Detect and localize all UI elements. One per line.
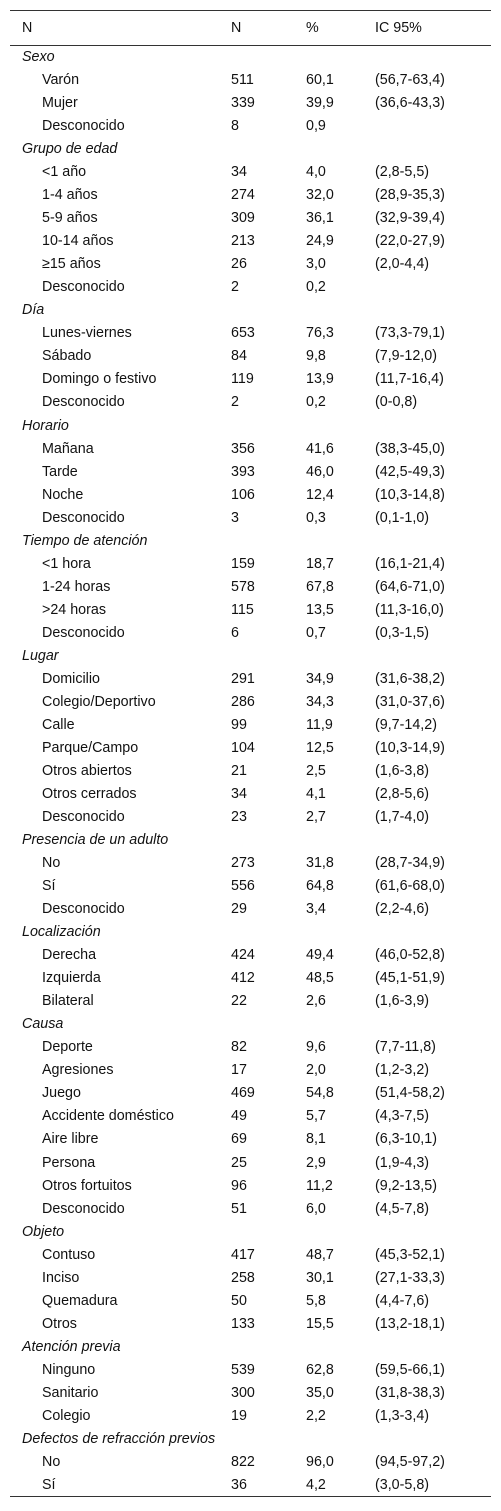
cell-ci: (28,9-35,3) (375, 187, 445, 204)
cell-ci: (0,3-1,5) (375, 624, 430, 641)
table-row (10, 92, 491, 115)
table-row (10, 1266, 491, 1289)
table-row (10, 437, 491, 460)
table-row (10, 1128, 491, 1151)
data-table (10, 10, 491, 1497)
cell-category: 10-14 años (42, 233, 114, 250)
cell-ci: (10,3-14,8) (375, 486, 445, 503)
section-row (10, 1220, 491, 1243)
cell-category: Mujer (42, 95, 78, 112)
cell-category: Mañana (42, 440, 94, 457)
cell-count: 34 (231, 786, 247, 803)
table-row (10, 161, 491, 184)
table-row (10, 1151, 491, 1174)
cell-percent: 0,2 (306, 279, 326, 296)
table-row (10, 368, 491, 391)
cell-percent: 0,2 (306, 394, 326, 411)
cell-ci: (1,9-4,3) (375, 1154, 430, 1171)
table-row (10, 759, 491, 782)
cell-count: 50 (231, 1292, 247, 1309)
table-row (10, 276, 491, 299)
cell-percent: 34,3 (306, 693, 334, 710)
cell-percent: 18,7 (306, 555, 334, 572)
cell-category: Quemadura (42, 1292, 118, 1309)
cell-ci: (22,0-27,9) (375, 233, 445, 250)
cell-category: Otros abiertos (42, 762, 132, 779)
cell-ci: (2,0-4,4) (375, 256, 430, 273)
cell-category: Domicilio (42, 670, 100, 687)
table-row (10, 506, 491, 529)
table-row (10, 990, 491, 1013)
cell-category: No (42, 1453, 61, 1470)
section-row (10, 414, 491, 437)
cell-ci (363, 276, 491, 299)
section-row (10, 1335, 491, 1358)
cell-category: Bilateral (42, 993, 94, 1010)
cell-ci: (1,6-3,8) (375, 762, 430, 779)
cell-ci: (36,6-43,3) (375, 95, 445, 112)
cell-count: 69 (231, 1131, 247, 1148)
cell-count: 29 (231, 901, 247, 918)
table-row (10, 1473, 491, 1496)
cell-category: Sanitario (42, 1384, 99, 1401)
table-row (10, 783, 491, 806)
cell-ci: (9,2-13,5) (375, 1177, 437, 1194)
cell-percent: 0,3 (306, 509, 326, 526)
cell-percent: 11,2 (306, 1177, 333, 1194)
cell-percent: 30,1 (306, 1269, 334, 1286)
cell-ci: (31,6-38,2) (375, 670, 445, 687)
cell-count: 6 (231, 624, 239, 641)
cell-count: 82 (231, 1039, 247, 1056)
cell-percent: 12,5 (306, 739, 334, 756)
cell-percent: 9,6 (306, 1039, 326, 1056)
cell-count: 17 (231, 1062, 247, 1079)
table-row (10, 806, 491, 829)
cell-count: 36 (219, 1473, 294, 1496)
table-row (10, 713, 491, 736)
cell-category: Juego (42, 1085, 81, 1102)
cell-count: 539 (231, 1361, 255, 1378)
table-row (10, 1358, 491, 1381)
table-row (10, 115, 491, 138)
cell-percent: 2,0 (306, 1062, 326, 1079)
cell-category: Sí (42, 878, 56, 895)
table-row (10, 345, 491, 368)
cell-percent: 2,2 (306, 1407, 326, 1424)
cell-category: Calle (42, 716, 75, 733)
table-body (10, 46, 491, 1497)
cell-category: 5-9 años (42, 210, 98, 227)
table-row (10, 207, 491, 230)
section-row (10, 829, 491, 852)
cell-category: Desconocido (42, 509, 125, 526)
cell-category: <1 año (42, 164, 87, 181)
cell-category: No (42, 855, 61, 872)
cell-count: 99 (231, 716, 247, 733)
cell-ci: (16,1-21,4) (375, 555, 445, 572)
cell-percent: 49,4 (306, 947, 334, 964)
cell-percent: 2,5 (306, 762, 326, 779)
section-title: Día (22, 302, 45, 319)
table-row (10, 322, 491, 345)
table-row (10, 483, 491, 506)
section-title: Tiempo de atención (22, 532, 148, 549)
cell-percent: 2,9 (306, 1154, 326, 1171)
cell-count: 356 (231, 440, 255, 457)
cell-category: Contuso (42, 1246, 96, 1263)
cell-percent: 13,9 (306, 371, 334, 388)
cell-category: ≥15 años (42, 256, 101, 273)
table-row (10, 1381, 491, 1404)
table-row (10, 184, 491, 207)
cell-count: 19 (231, 1407, 247, 1424)
table-row (10, 736, 491, 759)
cell-percent: 11,9 (306, 716, 333, 733)
cell-count: 274 (231, 187, 255, 204)
cell-count: 469 (231, 1085, 255, 1102)
cell-ci: (51,4-58,2) (375, 1085, 445, 1102)
table-row (10, 667, 491, 690)
cell-percent: 4,1 (306, 786, 326, 803)
cell-percent: 36,1 (306, 210, 334, 227)
cell-ci: (13,2-18,1) (375, 1315, 445, 1332)
cell-count: 96 (231, 1177, 247, 1194)
cell-percent: 54,8 (306, 1085, 334, 1102)
cell-percent: 46,0 (306, 463, 334, 480)
cell-count: 273 (231, 855, 255, 872)
table-row (10, 1312, 491, 1335)
cell-category: Agresiones (42, 1062, 114, 1079)
cell-count: 511 (231, 72, 254, 89)
cell-percent: 8,1 (306, 1131, 326, 1148)
cell-category: Deporte (42, 1039, 93, 1056)
cell-count: 412 (231, 970, 255, 987)
cell-count: 578 (231, 578, 255, 595)
cell-count: 49 (231, 1108, 247, 1125)
table-row (10, 1082, 491, 1105)
header-ci: IC 95% (363, 11, 491, 46)
section-title: Sexo (22, 49, 55, 66)
table-row (10, 1243, 491, 1266)
cell-count: 653 (231, 325, 255, 342)
table-row (10, 552, 491, 575)
cell-percent: 60,1 (306, 72, 334, 89)
cell-percent: 34,9 (306, 670, 334, 687)
cell-ci: (7,7-11,8) (375, 1039, 436, 1056)
cell-ci: (11,7-16,4) (375, 371, 444, 388)
cell-percent: 64,8 (306, 878, 334, 895)
table-row (10, 875, 491, 898)
cell-category: Derecha (42, 947, 97, 964)
cell-percent: 13,5 (306, 601, 334, 618)
cell-ci: (46,0-52,8) (375, 947, 445, 964)
cell-ci: (32,9-39,4) (375, 210, 445, 227)
cell-percent: 48,7 (306, 1246, 334, 1263)
cell-ci: (45,3-52,1) (375, 1246, 445, 1263)
table-row (10, 898, 491, 921)
header-row (10, 11, 491, 46)
table-row (10, 575, 491, 598)
cell-ci: (73,3-79,1) (375, 325, 445, 342)
cell-count: 2 (231, 394, 239, 411)
cell-ci: (1,6-3,9) (375, 993, 430, 1010)
section-row (10, 529, 491, 552)
cell-percent: 5,8 (306, 1292, 326, 1309)
table-row (10, 460, 491, 483)
cell-ci: (28,7-34,9) (375, 855, 445, 872)
cell-count: 34 (231, 164, 247, 181)
cell-percent: 48,5 (306, 970, 334, 987)
cell-count: 291 (231, 670, 255, 687)
cell-percent: 4,0 (306, 164, 326, 181)
cell-percent: 3,0 (306, 256, 326, 273)
cell-percent: 96,0 (306, 1453, 334, 1470)
cell-ci: (31,8-38,3) (375, 1384, 445, 1401)
cell-category: Desconocido (42, 394, 125, 411)
table-row (10, 1059, 491, 1082)
cell-ci: (56,7-63,4) (375, 72, 445, 89)
section-title: Atención previa (22, 1338, 121, 1355)
cell-count: 286 (231, 693, 255, 710)
cell-count: 115 (231, 601, 254, 618)
section-title: Horario (22, 417, 69, 434)
cell-count: 417 (231, 1246, 255, 1263)
cell-count: 104 (231, 739, 255, 756)
cell-category: Colegio/Deportivo (42, 693, 156, 710)
cell-category: Parque/Campo (42, 739, 139, 756)
cell-percent: 67,8 (306, 578, 334, 595)
cell-category: Desconocido (42, 118, 125, 135)
cell-category: Ninguno (42, 1361, 96, 1378)
cell-category: Desconocido (42, 279, 125, 296)
table-row (10, 944, 491, 967)
cell-category: <1 hora (42, 555, 91, 572)
cell-count: 258 (231, 1269, 255, 1286)
section-row (10, 46, 491, 69)
cell-ci: (4,4-7,6) (375, 1292, 430, 1309)
cell-category: Domingo o festivo (42, 371, 157, 388)
table-row (10, 621, 491, 644)
cell-ci: (1,3-3,4) (375, 1407, 430, 1424)
cell-category: Tarde (42, 463, 78, 480)
cell-percent: 35,0 (306, 1384, 334, 1401)
table-row (10, 1174, 491, 1197)
cell-category: Varón (42, 72, 80, 89)
cell-percent: 6,0 (306, 1200, 326, 1217)
header-percent: % (294, 11, 363, 46)
cell-count: 84 (231, 348, 247, 365)
cell-count: 159 (231, 555, 255, 572)
section-title: Defectos de refracción previos (22, 1430, 216, 1447)
cell-percent: 0,9 (306, 118, 326, 135)
cell-category: Noche (42, 486, 84, 503)
section-title: Lugar (22, 647, 59, 664)
table-row (10, 1036, 491, 1059)
cell-ci: (38,3-45,0) (375, 440, 445, 457)
cell-count: 393 (231, 463, 255, 480)
section-row (10, 299, 491, 322)
cell-ci: (64,6-71,0) (375, 578, 445, 595)
cell-category: Izquierda (42, 970, 101, 987)
cell-count: 822 (231, 1453, 255, 1470)
cell-category: Desconocido (42, 624, 125, 641)
cell-count: 556 (231, 878, 255, 895)
cell-percent: 39,9 (306, 95, 334, 112)
cell-count: 106 (231, 486, 255, 503)
cell-ci: (6,3-10,1) (375, 1131, 437, 1148)
cell-count: 2 (231, 279, 239, 296)
cell-ci: (27,1-33,3) (375, 1269, 445, 1286)
cell-ci: (0,1-1,0) (375, 509, 430, 526)
cell-ci: (4,3-7,5) (375, 1108, 430, 1125)
header-category: N (10, 11, 219, 46)
cell-category: Desconocido (42, 1200, 125, 1217)
cell-category: >24 horas (42, 601, 106, 618)
data-table-container (10, 10, 491, 1497)
cell-ci: (2,2-4,6) (375, 901, 430, 918)
cell-count: 8 (231, 118, 239, 135)
cell-ci: (11,3-16,0) (375, 601, 444, 618)
section-title: Causa (22, 1016, 64, 1033)
cell-percent: 76,3 (306, 325, 334, 342)
cell-category: Sí (10, 1473, 219, 1496)
cell-category: Otros fortuitos (42, 1177, 132, 1194)
cell-category: Otros cerrados (42, 786, 137, 803)
cell-ci: (2,8-5,5) (375, 164, 430, 181)
cell-count: 21 (231, 762, 247, 779)
cell-category: 1-4 años (42, 187, 98, 204)
cell-ci: (3,0-5,8) (363, 1473, 491, 1496)
cell-category: Persona (42, 1154, 96, 1171)
cell-ci: (31,0-37,6) (375, 693, 445, 710)
table-header (10, 11, 491, 46)
cell-count: 26 (231, 256, 247, 273)
cell-ci: (7,9-12,0) (375, 348, 437, 365)
cell-percent: 24,9 (306, 233, 334, 250)
cell-percent: 31,8 (306, 855, 334, 872)
cell-category: Colegio (42, 1407, 91, 1424)
table-row (10, 967, 491, 990)
cell-count: 22 (231, 993, 247, 1010)
cell-ci: (61,6-68,0) (375, 878, 445, 895)
cell-percent: 5,7 (306, 1108, 326, 1125)
cell-category: Desconocido (42, 901, 125, 918)
table-row (10, 598, 491, 621)
table-row (10, 852, 491, 875)
section-row (10, 138, 491, 161)
cell-category: 1-24 horas (42, 578, 111, 595)
cell-percent: 2,7 (306, 809, 326, 826)
cell-ci: (4,5-7,8) (375, 1200, 430, 1217)
cell-percent: 4,2 (294, 1473, 363, 1496)
cell-ci: (59,5-66,1) (375, 1361, 445, 1378)
cell-count: 51 (231, 1200, 247, 1217)
cell-percent: 12,4 (306, 486, 334, 503)
cell-category: Otros (42, 1315, 77, 1332)
cell-count: 213 (231, 233, 255, 250)
section-title: Localización (22, 924, 101, 941)
table-row (10, 690, 491, 713)
section-row (10, 921, 491, 944)
section-title: Grupo de edad (22, 141, 118, 158)
section-row (10, 1427, 491, 1450)
cell-ci: (1,7-4,0) (375, 809, 430, 826)
cell-ci: (9,7-14,2) (375, 716, 437, 733)
cell-percent: 0,7 (306, 624, 326, 641)
cell-percent: 32,0 (306, 187, 334, 204)
cell-category: Lunes-viernes (42, 325, 132, 342)
table-row (10, 391, 491, 414)
table-row (10, 1105, 491, 1128)
cell-count: 339 (231, 95, 255, 112)
cell-count: 25 (231, 1154, 247, 1171)
cell-ci: (45,1-51,9) (375, 970, 445, 987)
table-row (10, 253, 491, 276)
section-title: Objeto (22, 1223, 65, 1240)
cell-percent: 62,8 (306, 1361, 334, 1378)
cell-percent: 41,6 (306, 440, 334, 457)
table-row (10, 230, 491, 253)
table-row (10, 1289, 491, 1312)
section-row (10, 644, 491, 667)
cell-ci: (10,3-14,9) (375, 739, 445, 756)
cell-count: 300 (231, 1384, 255, 1401)
cell-percent: 15,5 (306, 1315, 334, 1332)
cell-count: 119 (231, 371, 254, 388)
cell-ci: (42,5-49,3) (375, 463, 445, 480)
cell-category: Sábado (42, 348, 92, 365)
cell-count: 3 (231, 509, 239, 526)
cell-percent: 3,4 (306, 901, 326, 918)
table-row (10, 1450, 491, 1473)
cell-count: 23 (231, 809, 247, 826)
table-row (10, 69, 491, 92)
cell-count: 133 (231, 1315, 255, 1332)
cell-ci: (94,5-97,2) (375, 1453, 445, 1470)
cell-percent: 9,8 (306, 348, 326, 365)
table-row (10, 1197, 491, 1220)
cell-ci: (0-0,8) (375, 394, 418, 411)
table-row (10, 1404, 491, 1427)
cell-ci (363, 115, 491, 138)
header-count: N (219, 11, 294, 46)
cell-category: Desconocido (42, 809, 125, 826)
cell-count: 424 (231, 947, 255, 964)
cell-ci: (2,8-5,6) (375, 786, 430, 803)
cell-percent: 2,6 (306, 993, 326, 1010)
section-title: Presencia de un adulto (22, 832, 169, 849)
cell-ci: (1,2-3,2) (375, 1062, 430, 1079)
cell-category: Aire libre (42, 1131, 99, 1148)
section-row (10, 1013, 491, 1036)
cell-category: Inciso (42, 1269, 80, 1286)
cell-count: 309 (231, 210, 255, 227)
cell-category: Accidente doméstico (42, 1108, 174, 1125)
